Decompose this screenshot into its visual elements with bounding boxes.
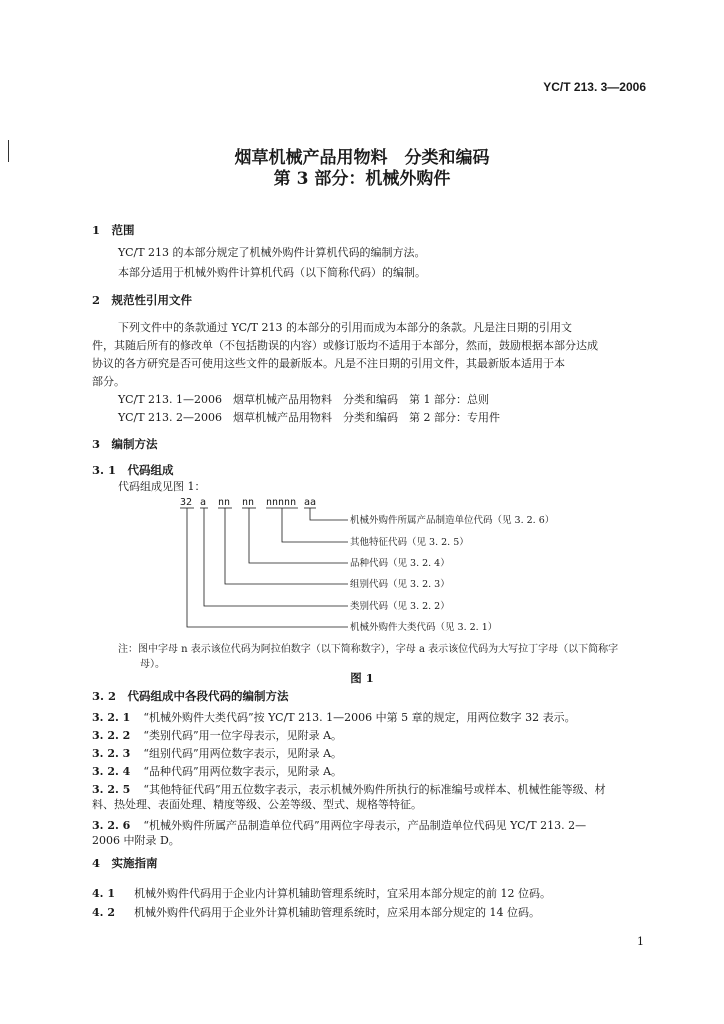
code-part-a: a [200,497,207,508]
figure-label-class: 类别代码（见 3. 2. 2） [350,601,450,612]
item-number: 3. 2. 2 [92,729,131,742]
section-1-heading: 1 范围 [92,223,135,237]
item-text: 机械外购件代码用于企业内计算机辅助管理系统时，宜采用本部分规定的前 12 位码。 [134,887,552,900]
section-2-line-3: 协议的各方研究是否可使用这些文件的最新版本。凡是不注日期的引用文件，其最新版本适用于本 [92,357,565,370]
code-part-nn-group: nn [218,497,231,508]
section-3-heading: 3 编制方法 [92,437,158,451]
reference-1: YC/T 213. 1—2006 烟草机械产品用物料 分类和编码 第 1 部分：总则 [118,393,489,406]
item-number: 3. 2. 3 [92,747,131,760]
item-3-2-2 [92,724,342,743]
document-subtitle: 第 3 部分：机械外购件 [273,169,451,189]
standard-number: YC/T 213. 3—2006 [543,80,646,94]
section-3-1-heading: 3. 1 代码组成 [92,463,174,477]
figure-label-manufacturer: 机械外购件所属产品制造单位代码（见 3. 2. 6） [350,515,555,526]
item-3-2-6-continued: 2006 中附录 D。 [92,834,180,847]
item-text: “组别代码”用两位数字表示，见附录 A。 [143,747,343,760]
item-number: 3. 2. 1 [92,711,131,724]
item-number: 3. 2. 4 [92,765,131,778]
figure-note-line-1: 注：图中字母 n 表示该位代码为阿拉伯数字（以下简称数字），字母 a 表示该位代码为大写拉丁字母（以下简称字 [118,644,619,655]
section-2-line-1: 下列文件中的条款通过 YC/T 213 的本部分的引用而成为本部分的条款。凡是注日期的引用文 [118,321,573,334]
item-3-2-1 [92,706,576,725]
document-title: 烟草机械产品用物料 分类和编码 [234,148,490,168]
item-number: 4. 1 [92,887,115,900]
item-text: “类别代码”用一位字母表示，见附录 A。 [143,729,343,742]
section-2-line-4: 部分。 [92,375,125,388]
item-number: 3. 2. 6 [92,819,131,832]
code-part-nnnnn: nnnnn [266,497,297,508]
item-3-2-3 [92,742,342,761]
item-3-2-5-continued: 料、热处理、表面处理、精度等级、公差等级、型式、规格等特征。 [92,798,422,811]
item-text: “机械外购件所属产品制造单位代码”用两位字母表示，产品制造单位代码见 YC/T 213. 2— [143,819,587,832]
item-number: 4. 2 [92,906,115,919]
code-part-32: 32 [180,497,193,508]
figure-note-line-2: 母）。 [140,659,165,670]
page-number: 1 [637,935,644,948]
figure-label-main-category: 机械外购件大类代码（见 3. 2. 1） [350,622,498,633]
code-part-nn-variety: nn [242,497,255,508]
figure-label-group: 组别代码（见 3. 2. 3） [350,579,450,590]
section-1-para-2: 本部分适用于机械外购件计算机代码（以下简称代码）的编制。 [118,266,426,279]
code-structure-figure [170,492,570,642]
item-3-2-6 [92,814,586,833]
section-4-heading: 4 实施指南 [92,856,158,870]
item-4-1 [92,882,551,901]
code-part-aa: aa [304,497,317,508]
section-2-line-2: 件，其随后所有的修改单（不包括勘误的内容）或修订版均不适用于本部分，然而，鼓励根据本部分达成 [92,339,598,352]
item-3-2-5 [92,778,606,797]
item-text: “其他特征代码”用五位数字表示，表示机械外购件所执行的标准编号或样本、机械性能等级、材 [143,783,606,796]
section-2-heading: 2 规范性引用文件 [92,293,193,307]
item-text: “品种代码”用两位数字表示，见附录 A。 [143,765,343,778]
item-text: “机械外购件大类代码”按 YC/T 213. 1—2006 中第 5 章的规定，用两位数字 32 表示。 [143,711,576,724]
section-1-para-1: YC/T 213 的本部分规定了机械外购件计算机代码的编制方法。 [118,246,426,259]
figure-label-other-features: 其他特征代码（见 3. 2. 5） [350,537,469,548]
item-number: 3. 2. 5 [92,783,131,796]
item-3-2-4 [92,760,342,779]
reference-2: YC/T 213. 2—2006 烟草机械产品用物料 分类和编码 第 2 部分：专用件 [118,411,500,424]
item-text: 机械外购件代码用于企业外计算机辅助管理系统时，应采用本部分规定的 14 位码。 [134,906,541,919]
figure-caption: 图 1 [350,671,374,685]
section-3-2-heading: 3. 2 代码组成中各段代码的编制方法 [92,689,289,703]
item-4-2 [92,901,540,920]
section-3-1-text: 代码组成见图 1： [118,480,206,493]
figure-label-variety: 品种代码（见 3. 2. 4） [350,558,450,569]
